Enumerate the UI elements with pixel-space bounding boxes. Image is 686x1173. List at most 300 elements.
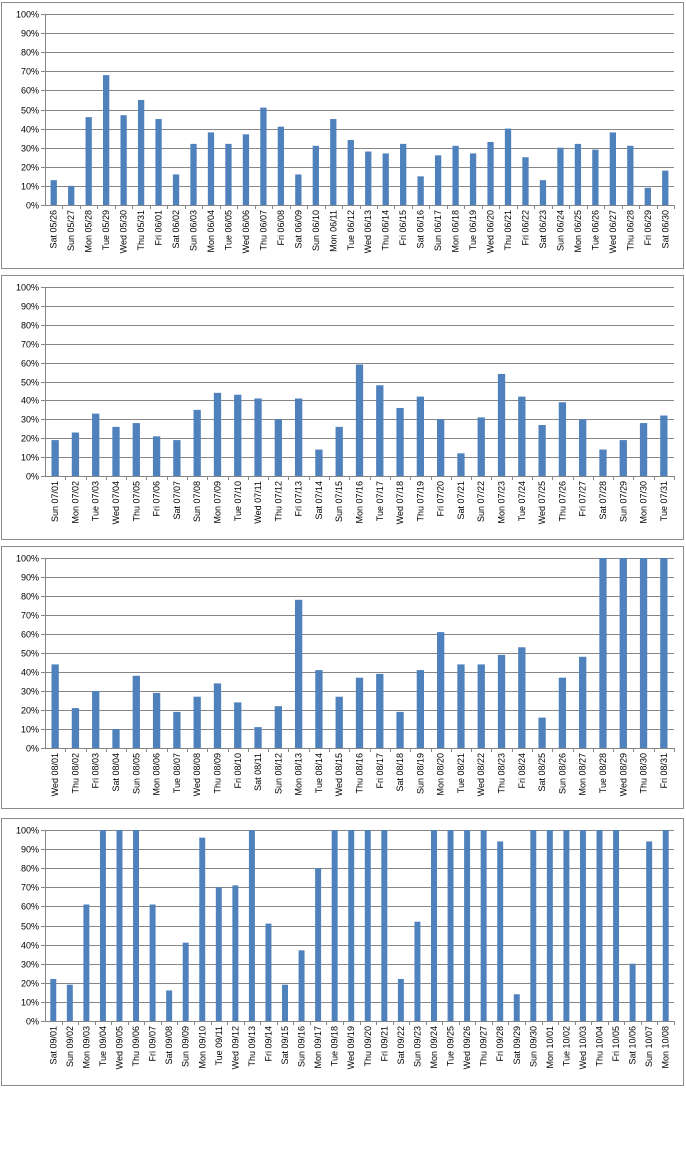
bar xyxy=(265,924,271,1021)
chart-panel-may-june xyxy=(1,2,684,269)
bar xyxy=(514,994,520,1021)
x-tick-label: Fri 06/22 xyxy=(520,210,531,246)
y-tick-label: 10% xyxy=(20,724,39,735)
bar-chart-july xyxy=(2,276,683,539)
x-tick-label: Thu 08/30 xyxy=(638,752,649,794)
x-tick-label: Mon 06/04 xyxy=(205,210,216,253)
y-tick-label: 30% xyxy=(20,959,39,970)
bar xyxy=(580,830,586,1021)
x-tick-label: Sat 07/14 xyxy=(313,481,324,520)
x-tick-label: Sat 09/29 xyxy=(511,1026,522,1065)
bar xyxy=(597,830,603,1021)
bar xyxy=(282,985,288,1021)
bar xyxy=(51,180,57,205)
bar xyxy=(365,152,371,205)
bar xyxy=(376,385,383,476)
bar xyxy=(225,144,231,205)
y-tick-label: 70% xyxy=(20,610,39,621)
x-tick-label: Wed 08/15 xyxy=(334,753,345,797)
y-tick-label: 70% xyxy=(20,66,39,77)
bar xyxy=(173,440,180,476)
x-tick-label: Thu 07/26 xyxy=(557,480,568,522)
x-tick-label: Sat 09/08 xyxy=(164,1025,175,1065)
y-tick-label: 50% xyxy=(20,921,39,932)
bar xyxy=(173,712,180,748)
bar xyxy=(86,117,92,205)
x-tick-label: Thu 06/21 xyxy=(503,209,514,251)
bar xyxy=(610,132,616,205)
x-tick-label: Mon 06/18 xyxy=(450,210,461,253)
x-tick-label: Mon 10/01 xyxy=(544,1026,555,1069)
x-tick-label: Sat 06/02 xyxy=(171,209,182,249)
bar xyxy=(194,410,201,476)
x-tick-label: Tue 06/26 xyxy=(590,210,601,251)
x-tick-label: Sun 08/26 xyxy=(557,752,568,795)
x-tick-label: Fri 06/01 xyxy=(153,210,164,246)
y-tick-label: 80% xyxy=(20,47,39,58)
x-tick-label: Fri 08/24 xyxy=(516,752,527,789)
x-tick-label: Sat 05/26 xyxy=(48,210,59,249)
bar xyxy=(275,419,282,476)
bar xyxy=(365,830,371,1021)
x-tick-label: Tue 08/28 xyxy=(597,752,608,794)
bar xyxy=(627,146,633,205)
bar-chart-september-october xyxy=(2,819,683,1085)
y-tick-label: 60% xyxy=(20,85,39,96)
y-tick-label: 100% xyxy=(15,825,39,836)
chart-panel-september-october xyxy=(1,818,684,1086)
bar xyxy=(315,670,322,748)
y-tick-label: 90% xyxy=(20,572,39,583)
bar xyxy=(72,433,79,476)
x-tick-label: Mon 09/03 xyxy=(81,1025,92,1069)
x-tick-label: Fri 08/31 xyxy=(658,752,669,789)
bar xyxy=(216,887,222,1021)
bar xyxy=(557,148,563,205)
bar-chart-may-june xyxy=(2,3,683,268)
bar xyxy=(249,830,255,1021)
bar xyxy=(295,174,301,205)
bar xyxy=(599,450,606,476)
bar xyxy=(417,397,424,476)
bar xyxy=(505,129,511,205)
bar xyxy=(487,142,493,205)
bar xyxy=(599,558,606,748)
y-tick-label: 50% xyxy=(20,648,39,659)
x-tick-label: Fri 08/10 xyxy=(232,753,243,789)
x-tick-label: Wed 06/13 xyxy=(363,210,374,254)
y-tick-label: 40% xyxy=(20,667,39,678)
bar xyxy=(383,153,389,205)
bar xyxy=(243,134,249,205)
x-tick-label: Mon 05/28 xyxy=(83,209,94,253)
bar xyxy=(315,868,321,1021)
x-tick-label: Mon 08/06 xyxy=(151,753,162,796)
x-tick-label: Sun 09/16 xyxy=(296,1026,307,1068)
x-tick-label: Mon 07/02 xyxy=(70,481,81,524)
y-tick-label: 20% xyxy=(20,705,39,716)
y-tick-label: 80% xyxy=(20,320,39,331)
bar xyxy=(376,674,383,748)
x-tick-label: Thu 05/31 xyxy=(136,210,147,251)
x-tick-label: Wed 06/27 xyxy=(607,210,618,254)
bar xyxy=(356,364,363,476)
y-tick-label: 90% xyxy=(20,301,39,312)
bar xyxy=(592,150,598,205)
x-tick-label: Tue 09/25 xyxy=(445,1026,456,1067)
x-tick-label: Sun 05/27 xyxy=(66,210,77,252)
bar xyxy=(50,979,56,1021)
x-tick-label: Wed 08/29 xyxy=(618,752,629,797)
bar xyxy=(133,423,140,476)
x-tick-label: Tue 09/11 xyxy=(213,1025,224,1066)
bar xyxy=(100,830,106,1021)
bar xyxy=(417,670,424,748)
x-tick-label: Sun 07/08 xyxy=(192,481,203,523)
bar xyxy=(579,419,586,476)
bar xyxy=(559,402,566,476)
x-tick-label: Wed 09/05 xyxy=(114,1026,125,1070)
x-tick-label: Mon 06/11 xyxy=(328,209,339,252)
x-tick-label: Mon 07/30 xyxy=(638,480,649,524)
bar xyxy=(299,950,305,1021)
x-tick-label: Mon 08/20 xyxy=(435,752,446,796)
x-tick-label: Mon 09/10 xyxy=(197,1026,208,1069)
x-tick-label: Fri 09/21 xyxy=(379,1026,390,1062)
bar xyxy=(457,664,464,748)
bar xyxy=(208,132,214,205)
y-tick-label: 20% xyxy=(20,162,39,173)
bar xyxy=(620,440,627,476)
bar xyxy=(254,727,261,748)
x-tick-label: Sat 06/30 xyxy=(660,209,671,249)
bar xyxy=(51,664,58,748)
bar xyxy=(112,427,119,476)
bar xyxy=(452,146,458,205)
x-tick-label: Sun 09/02 xyxy=(64,1026,75,1068)
bar xyxy=(183,943,189,1021)
x-tick-label: Sat 06/16 xyxy=(415,209,426,249)
bar xyxy=(613,830,619,1021)
bar xyxy=(275,706,282,748)
x-tick-label: Tue 08/21 xyxy=(455,752,466,794)
bar xyxy=(330,119,336,205)
x-tick-label: Sun 07/15 xyxy=(334,481,345,523)
x-tick-label: Sun 07/01 xyxy=(50,481,61,523)
bar xyxy=(214,683,221,748)
bar xyxy=(120,115,126,205)
x-tick-label: Tue 09/18 xyxy=(329,1025,340,1067)
bar xyxy=(538,718,545,748)
y-tick-label: 0% xyxy=(25,200,39,211)
y-tick-label: 0% xyxy=(25,1016,39,1027)
x-tick-label: Sat 07/07 xyxy=(171,481,182,520)
x-tick-label: Fri 10/05 xyxy=(611,1026,622,1062)
bar xyxy=(199,838,205,1021)
bar xyxy=(437,632,444,748)
x-tick-label: Sat 08/18 xyxy=(395,752,406,792)
bar xyxy=(138,100,144,205)
x-tick-label: Wed 08/22 xyxy=(476,752,487,797)
bar xyxy=(559,678,566,748)
bar xyxy=(530,830,536,1021)
x-tick-label: Sat 06/09 xyxy=(293,210,304,249)
x-tick-label: Wed 09/12 xyxy=(230,1026,241,1070)
y-tick-label: 100% xyxy=(15,9,39,20)
x-tick-label: Thu 08/23 xyxy=(496,752,507,794)
bar xyxy=(563,830,569,1021)
x-tick-label: Thu 06/14 xyxy=(380,210,391,251)
y-tick-label: 60% xyxy=(20,358,39,369)
bar xyxy=(547,830,553,1021)
x-tick-label: Thu 07/12 xyxy=(273,481,284,522)
bar xyxy=(194,697,201,748)
bar xyxy=(396,408,403,476)
chart-panel-july xyxy=(1,275,684,540)
x-tick-label: Mon 09/24 xyxy=(428,1026,439,1069)
x-tick-label: Tue 09/04 xyxy=(97,1025,108,1067)
bar xyxy=(663,830,669,1021)
bar xyxy=(92,691,99,748)
x-tick-label: Thu 09/06 xyxy=(131,1026,142,1067)
bar xyxy=(155,119,161,205)
x-tick-label: Sun 09/30 xyxy=(528,1025,539,1068)
y-tick-label: 0% xyxy=(25,743,39,754)
bar xyxy=(356,678,363,748)
bar xyxy=(112,729,119,748)
y-tick-label: 30% xyxy=(20,686,39,697)
x-tick-label: Fri 07/27 xyxy=(577,480,588,517)
bar xyxy=(83,904,89,1021)
bar xyxy=(518,397,525,476)
x-tick-label: Wed 07/11 xyxy=(253,481,264,524)
y-tick-label: 70% xyxy=(20,339,39,350)
x-tick-label: Sun 07/22 xyxy=(476,480,487,523)
x-tick-label: Tue 10/02 xyxy=(561,1026,572,1067)
bar xyxy=(234,395,241,476)
bar xyxy=(278,127,284,205)
x-tick-label: Tue 08/14 xyxy=(313,753,324,794)
x-tick-label: Sat 07/28 xyxy=(597,480,608,520)
x-tick-label: Fri 09/28 xyxy=(495,1026,506,1062)
x-tick-label: Fri 09/14 xyxy=(263,1025,274,1062)
x-tick-label: Tue 06/12 xyxy=(345,209,356,251)
x-tick-label: Wed 09/26 xyxy=(462,1025,473,1070)
bar xyxy=(448,830,454,1021)
bar xyxy=(332,830,338,1021)
bar xyxy=(630,964,636,1021)
x-tick-label: Sat 08/11 xyxy=(253,753,264,791)
bar xyxy=(414,922,420,1021)
x-tick-label: Mon 07/23 xyxy=(496,480,507,524)
x-tick-label: Fri 07/06 xyxy=(151,481,162,517)
x-tick-label: Fri 06/08 xyxy=(275,210,286,246)
bar xyxy=(67,985,73,1021)
bar xyxy=(254,399,261,476)
x-tick-label: Mon 06/25 xyxy=(572,209,583,253)
x-tick-label: Sat 08/25 xyxy=(537,752,548,792)
x-tick-label: Tue 07/10 xyxy=(232,481,243,522)
x-tick-label: Thu 06/28 xyxy=(625,210,636,251)
y-tick-label: 0% xyxy=(25,471,39,482)
bar xyxy=(481,830,487,1021)
bar xyxy=(336,697,343,748)
bar xyxy=(103,75,109,205)
y-tick-label: 80% xyxy=(20,863,39,874)
y-tick-label: 50% xyxy=(20,377,39,388)
x-tick-label: Fri 08/03 xyxy=(90,753,101,789)
y-tick-label: 40% xyxy=(20,940,39,951)
x-tick-label: Fri 06/29 xyxy=(642,209,653,246)
x-tick-label: Sat 09/15 xyxy=(280,1025,291,1065)
x-tick-label: Fri 07/13 xyxy=(293,481,304,517)
x-tick-label: Mon 07/16 xyxy=(354,481,365,524)
y-tick-label: 10% xyxy=(20,997,39,1008)
bar xyxy=(398,979,404,1021)
bar xyxy=(662,171,668,205)
bar xyxy=(348,830,354,1021)
y-tick-label: 60% xyxy=(20,629,39,640)
x-tick-label: Sat 08/04 xyxy=(111,753,122,792)
y-tick-label: 90% xyxy=(20,844,39,855)
x-tick-label: Thu 06/07 xyxy=(258,209,269,251)
bar xyxy=(437,419,444,476)
bar xyxy=(660,558,667,748)
bar xyxy=(518,647,525,748)
x-tick-label: Mon 10/08 xyxy=(660,1025,671,1069)
bar xyxy=(418,176,424,205)
bar xyxy=(153,693,160,748)
x-tick-label: Mon 08/27 xyxy=(577,752,588,796)
bar xyxy=(640,558,647,748)
x-tick-label: Tue 07/31 xyxy=(658,480,669,522)
y-tick-label: 10% xyxy=(20,181,39,192)
x-tick-label: Sat 09/01 xyxy=(48,1026,59,1065)
x-tick-label: Tue 07/17 xyxy=(374,480,385,522)
bar xyxy=(234,702,241,748)
bar xyxy=(51,440,58,476)
bar xyxy=(133,676,140,748)
bar xyxy=(640,423,647,476)
x-tick-label: Sat 09/22 xyxy=(395,1025,406,1065)
bar xyxy=(313,146,319,205)
y-tick-label: 10% xyxy=(20,452,39,463)
x-tick-label: Sun 08/12 xyxy=(273,753,284,795)
bar xyxy=(396,712,403,748)
x-tick-label: Sun 07/29 xyxy=(618,480,629,523)
x-tick-label: Wed 09/19 xyxy=(346,1025,357,1070)
bar xyxy=(336,427,343,476)
y-tick-label: 30% xyxy=(20,143,39,154)
x-tick-label: Sat 10/06 xyxy=(627,1026,638,1065)
x-tick-label: Wed 05/30 xyxy=(118,210,129,254)
x-tick-label: Fri 06/15 xyxy=(398,209,409,246)
bar xyxy=(190,144,196,205)
bar xyxy=(579,657,586,748)
bar xyxy=(464,830,470,1021)
bar xyxy=(478,664,485,748)
x-tick-label: Tue 07/03 xyxy=(90,481,101,522)
x-tick-label: Wed 06/20 xyxy=(485,209,496,254)
bar xyxy=(72,708,79,748)
x-tick-label: Tue 05/29 xyxy=(101,209,112,251)
bar xyxy=(470,153,476,205)
x-tick-label: Fri 08/17 xyxy=(374,752,385,789)
bar xyxy=(435,155,441,205)
bar xyxy=(645,188,651,205)
y-tick-label: 70% xyxy=(20,882,39,893)
x-tick-label: Mon 08/13 xyxy=(293,753,304,796)
x-tick-label: Thu 09/20 xyxy=(362,1026,373,1067)
y-tick-label: 90% xyxy=(20,28,39,39)
bar xyxy=(232,885,238,1021)
x-tick-label: Sun 06/03 xyxy=(188,209,199,252)
x-tick-label: Sat 06/23 xyxy=(537,210,548,249)
bar xyxy=(295,600,302,748)
x-tick-label: Thu 09/27 xyxy=(478,1025,489,1067)
x-tick-label: Tue 07/24 xyxy=(516,480,527,522)
bar xyxy=(497,841,503,1021)
x-tick-label: Sun 06/10 xyxy=(310,210,321,252)
y-tick-label: 80% xyxy=(20,591,39,602)
bar xyxy=(92,414,99,476)
x-tick-label: Tue 08/07 xyxy=(171,753,182,794)
x-tick-label: Wed 07/04 xyxy=(111,481,122,525)
y-tick-label: 30% xyxy=(20,414,39,425)
bar xyxy=(150,904,156,1021)
x-tick-label: Sat 07/21 xyxy=(455,480,466,520)
x-tick-label: Wed 06/06 xyxy=(240,209,251,254)
x-tick-label: Mon 09/17 xyxy=(313,1026,324,1069)
bar xyxy=(260,108,266,205)
bar xyxy=(133,830,139,1021)
x-tick-label: Wed 07/25 xyxy=(537,480,548,525)
chart-panel-august xyxy=(1,546,684,809)
x-tick-label: Thu 10/04 xyxy=(594,1025,605,1067)
bar xyxy=(173,174,179,205)
x-tick-label: Thu 08/02 xyxy=(70,753,81,794)
x-tick-label: Wed 07/18 xyxy=(395,480,406,525)
x-tick-label: Sun 06/17 xyxy=(433,210,444,252)
x-tick-label: Wed 08/01 xyxy=(50,753,61,797)
bar xyxy=(400,144,406,205)
x-tick-label: Thu 07/19 xyxy=(415,480,426,522)
y-tick-label: 100% xyxy=(15,282,39,293)
bar xyxy=(315,450,322,476)
bar xyxy=(646,841,652,1021)
bar xyxy=(295,399,302,476)
x-tick-label: Mon 07/09 xyxy=(212,481,223,524)
x-tick-label: Sun 06/24 xyxy=(555,209,566,252)
x-tick-label: Thu 08/16 xyxy=(354,753,365,794)
bar xyxy=(620,558,627,748)
x-tick-label: Sun 09/09 xyxy=(180,1026,191,1068)
bar-chart-august xyxy=(2,547,683,808)
bar xyxy=(457,453,464,476)
y-tick-label: 20% xyxy=(20,433,39,444)
bar xyxy=(68,186,74,205)
x-tick-label: Wed 08/08 xyxy=(192,753,203,797)
x-tick-label: Thu 09/13 xyxy=(246,1026,257,1067)
y-tick-label: 40% xyxy=(20,395,39,406)
bar xyxy=(522,157,528,205)
x-tick-label: Thu 08/09 xyxy=(212,753,223,794)
bar xyxy=(478,417,485,476)
x-tick-label: Sun 08/05 xyxy=(131,753,142,795)
bar xyxy=(348,140,354,205)
bar xyxy=(117,830,123,1021)
bar xyxy=(575,144,581,205)
